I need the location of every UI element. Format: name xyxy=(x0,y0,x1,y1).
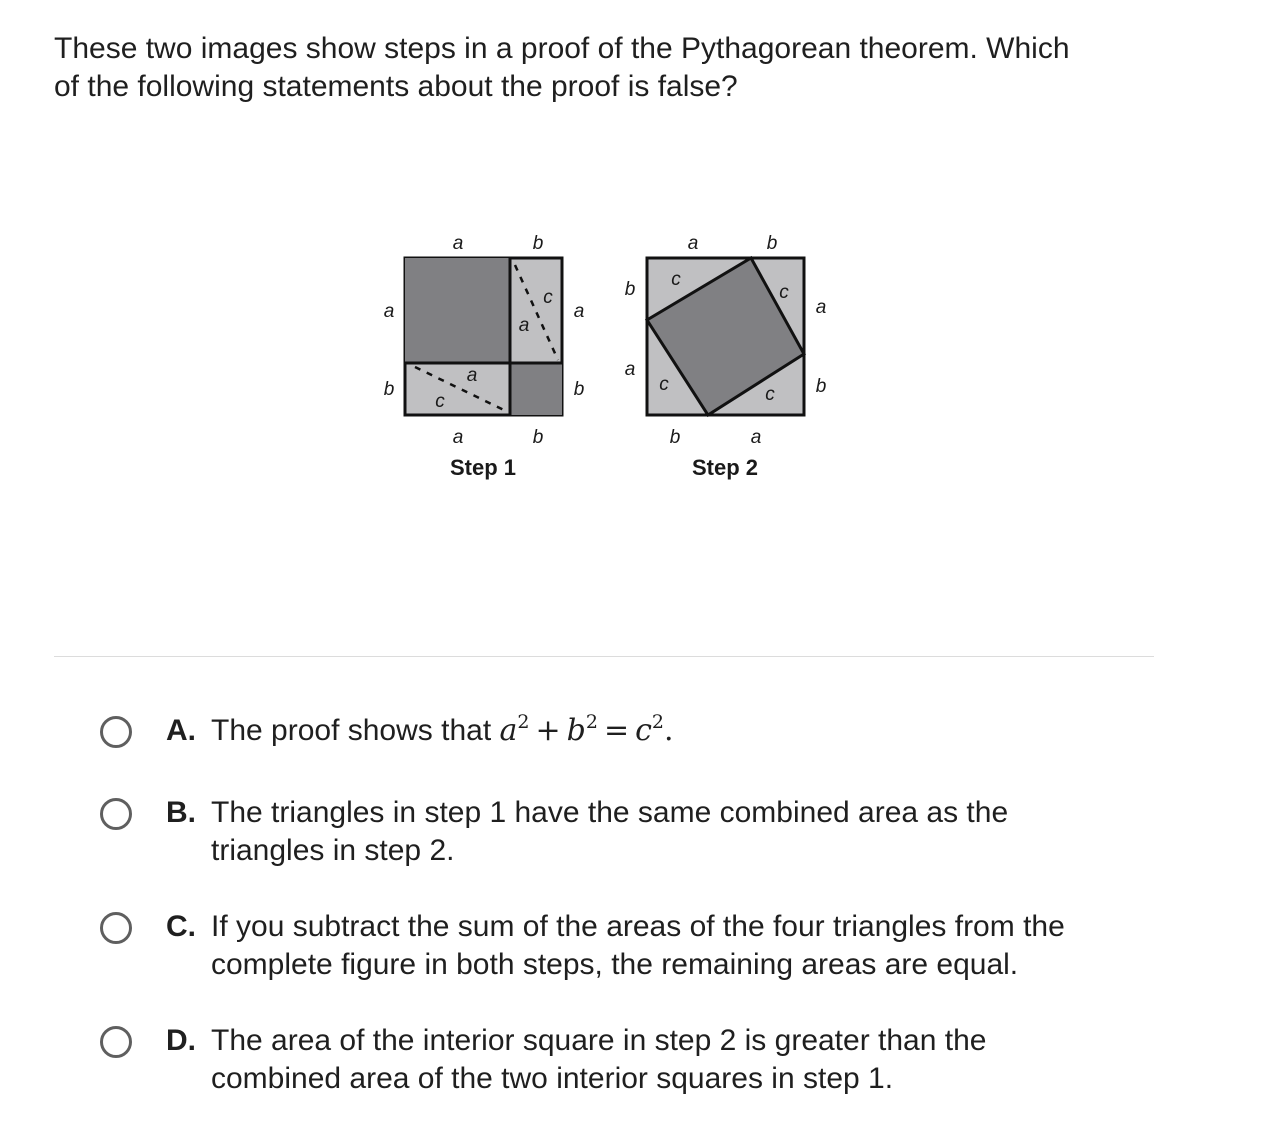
option-a-letter: A. xyxy=(166,714,196,747)
option-c-text xyxy=(211,908,1151,984)
step1-caption: Step 1 xyxy=(449,455,517,480)
option-d-line-2: combined area of the two interior squares in step 1. xyxy=(211,1062,894,1095)
math-exp-2: 2 xyxy=(585,711,598,733)
proof-figure xyxy=(360,215,840,505)
option-b[interactable] xyxy=(100,794,1180,872)
step1-square-a xyxy=(405,258,510,363)
step1-bottom-label-b: b xyxy=(532,427,544,448)
option-a-text xyxy=(211,712,1151,750)
option-d-letter: D. xyxy=(166,1024,196,1057)
option-d-text xyxy=(211,1022,1151,1098)
option-b-text xyxy=(211,794,1151,870)
math-equals: = xyxy=(603,713,630,748)
math-c: c xyxy=(635,713,652,748)
step2-figure xyxy=(625,233,827,480)
step1-diag-bottom-label-c: c xyxy=(435,391,445,412)
step2-bottom-label-b: b xyxy=(669,427,681,448)
step2-left-label-a: a xyxy=(624,359,636,380)
step2-c-top-left: c xyxy=(671,269,681,290)
step2-top-label-b: b xyxy=(766,233,778,254)
step1-right-label-b: b xyxy=(573,379,585,400)
option-a-prefix: The proof shows that xyxy=(211,714,492,747)
step1-diag-top-label-c: c xyxy=(543,287,553,308)
option-a-equation xyxy=(500,713,674,748)
step2-right-label-a: a xyxy=(815,297,827,318)
step1-right-label-a: a xyxy=(573,301,585,322)
option-c[interactable] xyxy=(100,908,1180,986)
section-divider xyxy=(54,656,1154,657)
question-text xyxy=(54,30,1164,106)
option-b-line-1: The triangles in step 1 have the same combined area as the xyxy=(211,796,1009,829)
proof-diagram xyxy=(360,215,840,505)
question-line-2: of the following statements about the proof is false? xyxy=(54,70,738,103)
option-d-line-1: The area of the interior square in step 2 is greater than the xyxy=(211,1024,987,1057)
option-c-letter: C. xyxy=(166,910,196,943)
option-b-radio[interactable] xyxy=(100,798,132,830)
math-exp-3: 2 xyxy=(651,711,664,733)
step1-top-label-a: a xyxy=(452,233,464,254)
step1-bottom-label-a: a xyxy=(452,427,464,448)
step1-diag-bottom-label-a: a xyxy=(466,365,478,386)
step1-left-label-b: b xyxy=(383,379,395,400)
math-plus: + xyxy=(535,713,561,748)
math-b: b xyxy=(566,713,586,748)
step1-figure xyxy=(384,233,585,480)
step2-caption: Step 2 xyxy=(691,455,759,480)
option-c-line-2: complete figure in both steps, the remaining areas are equal. xyxy=(211,948,1019,981)
step2-c-bottom-right: c xyxy=(765,384,775,405)
math-a: a xyxy=(499,713,518,748)
math-exp-1: 2 xyxy=(517,711,530,733)
option-d[interactable] xyxy=(100,1022,1180,1100)
option-d-radio[interactable] xyxy=(100,1026,132,1058)
math-period: . xyxy=(663,713,674,748)
step1-square-b xyxy=(510,363,562,415)
option-c-line-1: If you subtract the sum of the areas of the four triangles from the xyxy=(211,910,1065,943)
option-c-radio[interactable] xyxy=(100,912,132,944)
step1-diag-top-label-a: a xyxy=(518,315,530,336)
step2-right-label-b: b xyxy=(815,376,827,397)
option-b-letter: B. xyxy=(166,796,196,829)
step2-top-label-a: a xyxy=(687,233,699,254)
step1-top-label-b: b xyxy=(532,233,544,254)
option-b-line-2: triangles in step 2. xyxy=(211,834,455,867)
option-a[interactable] xyxy=(100,712,1180,752)
option-a-radio[interactable] xyxy=(100,716,132,748)
step1-left-label-a: a xyxy=(383,301,395,322)
step2-c-top-right: c xyxy=(779,282,789,303)
step2-bottom-label-a: a xyxy=(750,427,762,448)
question-line-1: These two images show steps in a proof of the Pythagorean theorem. Which xyxy=(54,32,1070,65)
step2-c-bottom-left: c xyxy=(659,374,669,395)
step2-left-label-b: b xyxy=(624,279,636,300)
